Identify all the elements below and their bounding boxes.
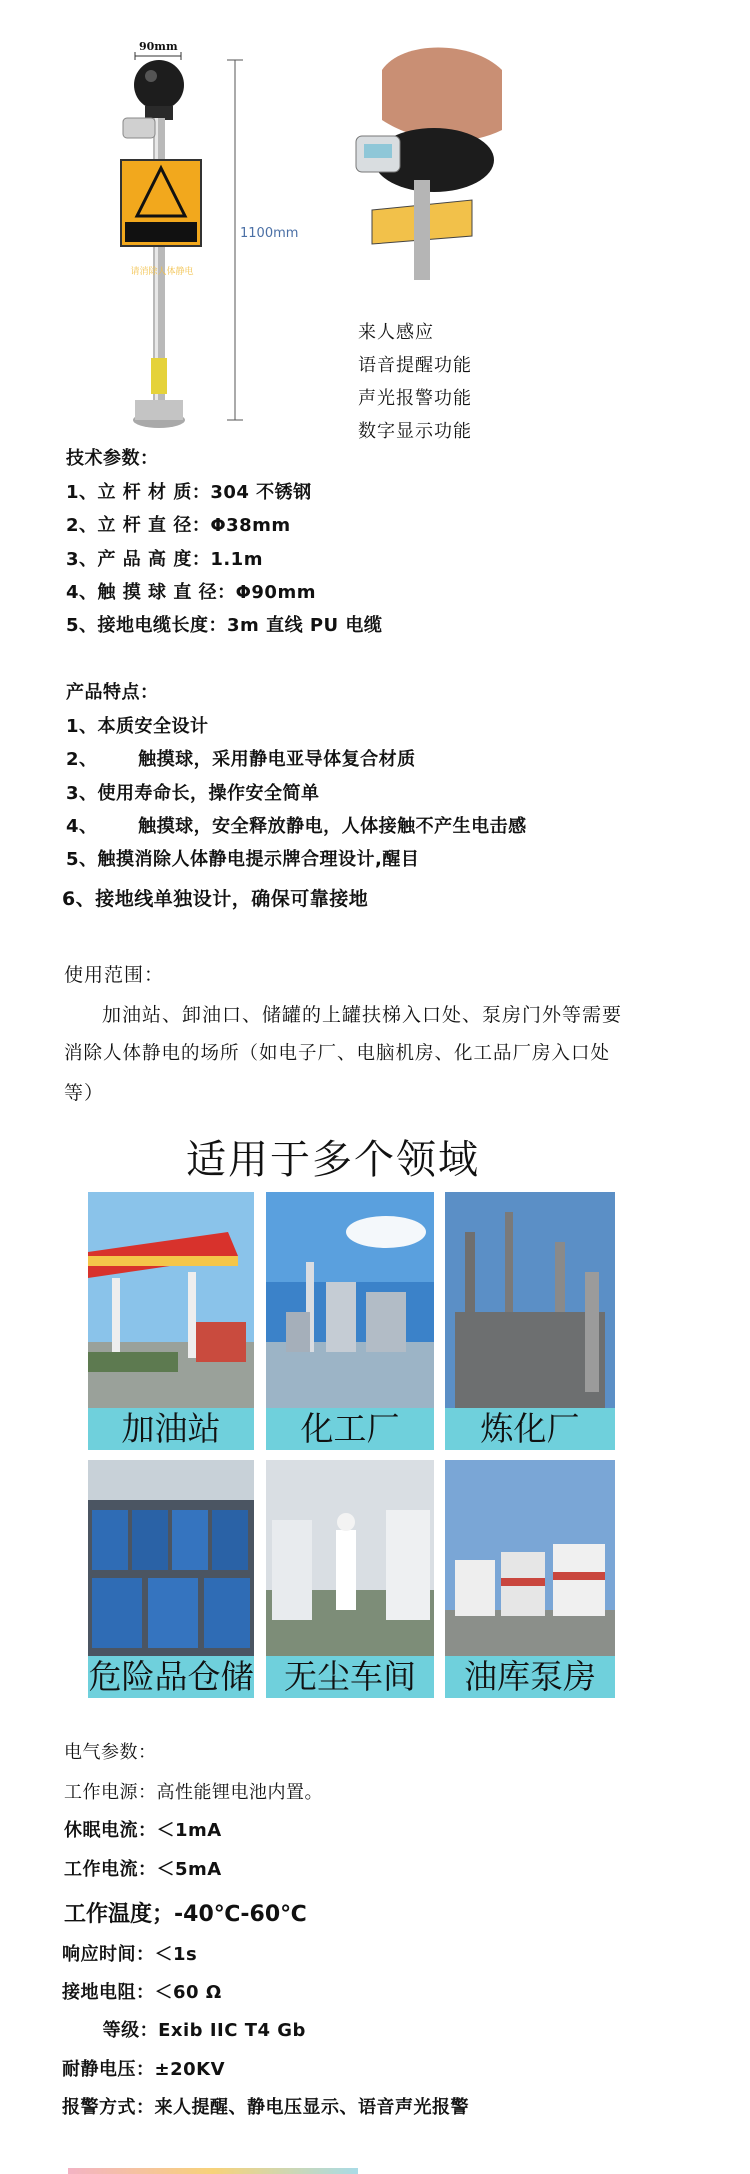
- feature-item: 语音提醒功能: [358, 355, 472, 376]
- electrical-line: 休眠电流：＜1mA: [64, 1820, 222, 1841]
- app-label-oil-depot: 油库泵房: [445, 1656, 615, 1698]
- cleanroom-photo: [266, 1460, 434, 1656]
- app-label-chemical-plant: 化工厂: [266, 1408, 434, 1450]
- applications-title: 适用于多个领域: [186, 1137, 480, 1183]
- product-item: 2、 触摸球，采用静电亚导体复合材质: [66, 749, 416, 770]
- tech-item: 2、立 杆 直 径：Φ38mm: [66, 515, 291, 536]
- electrical-line: 耐静电压：±20KV: [62, 2059, 226, 2080]
- tech-heading: 技术参数：: [66, 448, 159, 469]
- app-label-refinery: 炼化厂: [445, 1408, 615, 1450]
- electrical-line: 响应时间：＜1s: [62, 1944, 198, 1965]
- tech-item: 1、立 杆 材 质：304 不锈钢: [66, 482, 312, 503]
- app-label-cleanroom: 无尘车间: [266, 1656, 434, 1698]
- chemical-plant-photo: [266, 1192, 434, 1408]
- feature-list-right: [358, 318, 558, 450]
- usage-line: 加油站、卸油口、储罐的上罐扶梯入口处、泵房门外等需要: [102, 1004, 623, 1026]
- electrical-line: 报警方式：来人提醒、静电压显示、语音声光报警: [62, 2097, 469, 2118]
- electrical-heading: 电气参数：: [64, 1742, 157, 1763]
- dimension-top-label: 90mm: [139, 40, 178, 53]
- dimension-height-label: 1100mm: [240, 226, 299, 241]
- product-item: 4、 触摸球，安全释放静电，人体接触不产生电击感: [66, 816, 527, 837]
- usage-heading: 使用范围：: [64, 964, 165, 986]
- product-item: 5、触摸消除人体静电提示牌合理设计,醒目: [66, 849, 420, 870]
- hand-touching-ball-photo: [342, 40, 504, 280]
- feature-item: 来人感应: [358, 322, 434, 343]
- app-label-warehouse: 危险品仓储: [88, 1657, 254, 1696]
- tech-item: 3、产 品 高 度：1.1m: [66, 549, 263, 570]
- app-label-gas-station: 加油站: [88, 1408, 254, 1450]
- electrical-line: 工作电源：高性能锂电池内置。: [64, 1782, 323, 1803]
- product-item: 6、接地线单独设计，确保可靠接地: [62, 888, 369, 910]
- usage-line: 等）: [64, 1082, 105, 1104]
- working-temperature: 工作温度；-40℃-60℃: [64, 1902, 307, 1927]
- electrical-line: 工作电流：＜5mA: [64, 1859, 222, 1880]
- electrical-line: 接地电阻：＜60 Ω: [62, 1982, 222, 2003]
- product-item: 3、使用寿命长，操作安全简单: [66, 783, 320, 804]
- bottom-color-strip: [68, 2168, 358, 2174]
- tech-item: 4、触 摸 球 直 径：Φ90mm: [66, 582, 316, 603]
- warehouse-photo: [88, 1460, 254, 1656]
- sign-caption: 请消除人体静电: [130, 267, 194, 277]
- feature-item: 声光报警功能: [358, 388, 472, 409]
- product-item: 1、本质安全设计: [66, 716, 209, 737]
- product-heading: 产品特点：: [66, 682, 159, 703]
- refinery-photo: [445, 1192, 615, 1408]
- oil-depot-photo: [445, 1460, 615, 1656]
- tech-item: 5、接地电缆长度：3m 直线 PU 电缆: [66, 615, 383, 636]
- gas-station-photo: [88, 1192, 254, 1408]
- feature-item: 数字显示功能: [358, 421, 472, 442]
- electrical-line: 等级：Exib IIC T4 Gb: [62, 2020, 306, 2041]
- usage-line: 消除人体静电的场所（如电子厂、电脑机房、化工品厂房入口处: [64, 1043, 611, 1064]
